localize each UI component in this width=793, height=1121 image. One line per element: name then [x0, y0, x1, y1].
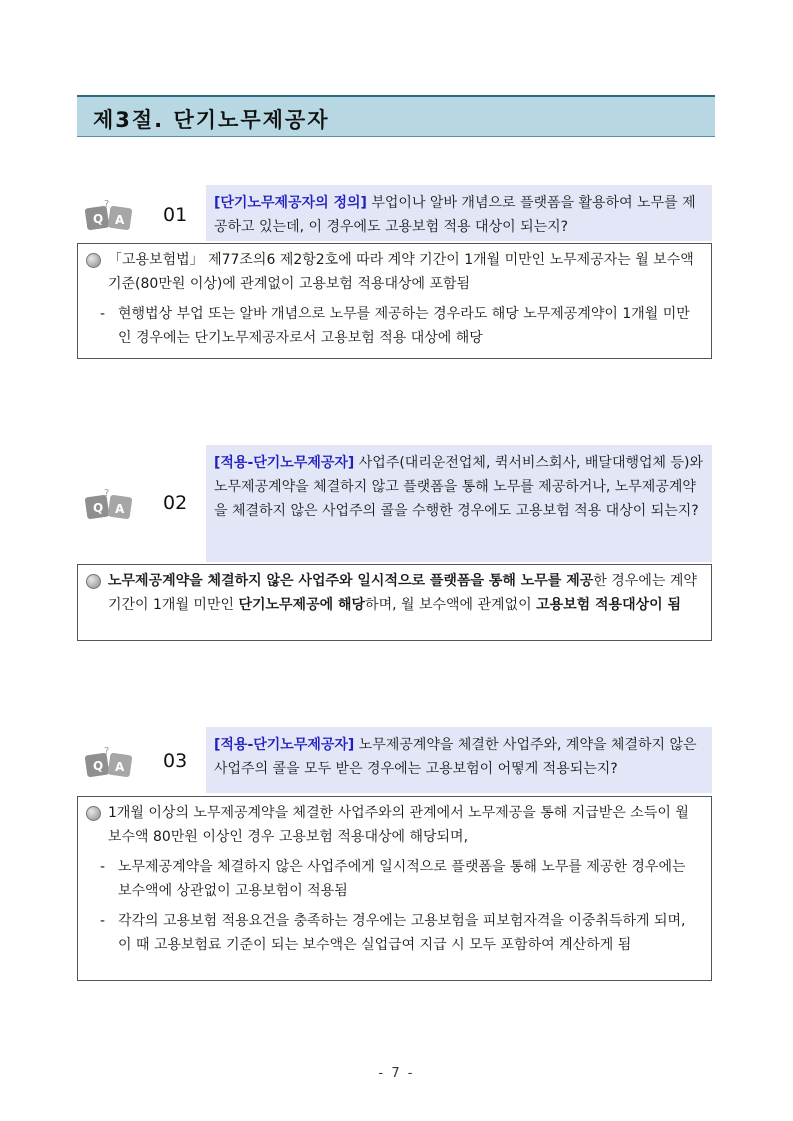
answer-part: 한 경우에는 계약기간이 1개월 미만인 — [108, 573, 697, 613]
question-number: 03 — [163, 750, 188, 772]
question-tag: [적용-단기노무제공자] — [214, 455, 355, 471]
answer-main-text: 1개월 이상의 노무제공계약을 체결한 사업주와의 관계에서 노무제공을 통해 지급받은 소득이 월 보수액 80만원 이상인 경우 고용보험 적용대상에 해당되며, — [108, 805, 689, 845]
answer-main — [86, 248, 703, 296]
dash-marker: - — [100, 306, 106, 322]
answer-main — [86, 801, 703, 849]
bullet-icon — [86, 574, 101, 589]
question-text: 사업주(대리운전업체, 퀵서비스회사, 배달대행업체 등)와 노무제공계약을 체결하지 않고 플랫폼을 통해 노무를 제공하거나, 노무제공계약을 체결하지 않은 사업주의 콜을 수행한 경우에도 고용보험 적용 대상이 되는지? — [214, 455, 704, 519]
svg-text:Q: Q — [93, 759, 104, 773]
answer-sub — [86, 909, 703, 957]
bullet-icon — [86, 806, 101, 821]
dash-marker: - — [100, 913, 106, 929]
section-header — [77, 95, 715, 137]
qa-icon — [84, 197, 136, 231]
question-box — [206, 727, 712, 793]
answer-sub — [86, 302, 703, 350]
question-number: 02 — [163, 492, 188, 514]
svg-text:A: A — [115, 213, 125, 227]
question-box — [206, 185, 712, 241]
question-box — [206, 445, 712, 562]
answer-sub — [86, 855, 703, 903]
answer-part: 단기노무제공에 해당 — [238, 597, 366, 613]
answer-part: 하며, 월 보수액에 관계없이 — [365, 597, 537, 613]
answer-sub-text: 노무제공계약을 체결하지 않은 사업주에게 일시적으로 플랫폼을 통해 노무를 제공한 경우에는 보수액에 상관없이 고용보험이 적용됨 — [118, 859, 686, 899]
answer-sub-text: 각각의 고용보험 적용요건을 충족하는 경우에는 고용보험을 피보험자격을 이중취득하게 되며, 이 때 고용보험료 기준이 되는 보수액은 실업급여 지급 시 모두 포함하여 계산하게 됨 — [118, 913, 686, 953]
svg-text:?: ? — [104, 199, 110, 210]
question-text: 노무제공계약을 체결한 사업주와, 계약을 체결하지 않은 사업주의 콜을 모두 받은 경우에는 고용보험이 어떻게 적용되는지? — [214, 737, 697, 777]
page-number: - 7 - — [378, 1066, 415, 1081]
svg-text:Q: Q — [93, 212, 104, 226]
svg-text:A: A — [115, 760, 125, 774]
question-text: 부업이나 알바 개념으로 플랫폼을 활용하여 노무를 제공하고 있는데, 이 경우에도 고용보험 적용 대상이 되는지? — [214, 195, 696, 235]
answer-box — [77, 796, 712, 981]
answer-part: 노무제공계약을 체결하지 않은 사업주와 일시적으로 플랫폼을 통해 노무를 제공 — [108, 573, 594, 589]
section-title: 제3절. 단기노무제공자 — [93, 108, 330, 132]
qa-icon — [84, 486, 136, 520]
svg-text:Q: Q — [93, 501, 104, 515]
bullet-icon — [86, 253, 101, 268]
svg-text:?: ? — [104, 746, 110, 757]
svg-text:A: A — [115, 502, 125, 516]
answer-main — [86, 569, 703, 617]
answer-sub-text: 현행법상 부업 또는 알바 개념으로 노무를 제공하는 경우라도 해당 노무제공계약이 1개월 미만인 경우에는 단기노무제공자로서 고용보험 적용 대상에 해당 — [118, 306, 690, 346]
answer-main-text: 「고용보험법」 제77조의6 제2항2호에 따라 계약 기간이 1개월 미만인 노무제공자는 월 보수액 기준(80만원 이상)에 관계없이 고용보험 적용대상에 포함됨 — [108, 252, 694, 292]
answer-part: 고용보험 적용대상이 됨 — [536, 597, 682, 613]
svg-text:?: ? — [104, 488, 110, 499]
answer-box — [77, 564, 712, 641]
answer-box — [77, 243, 712, 359]
qa-icon — [84, 744, 136, 778]
question-tag: [적용-단기노무제공자] — [214, 737, 355, 753]
question-tag: [단기노무제공자의 정의] — [214, 195, 367, 211]
dash-marker: - — [100, 859, 106, 875]
question-number: 01 — [163, 204, 188, 226]
